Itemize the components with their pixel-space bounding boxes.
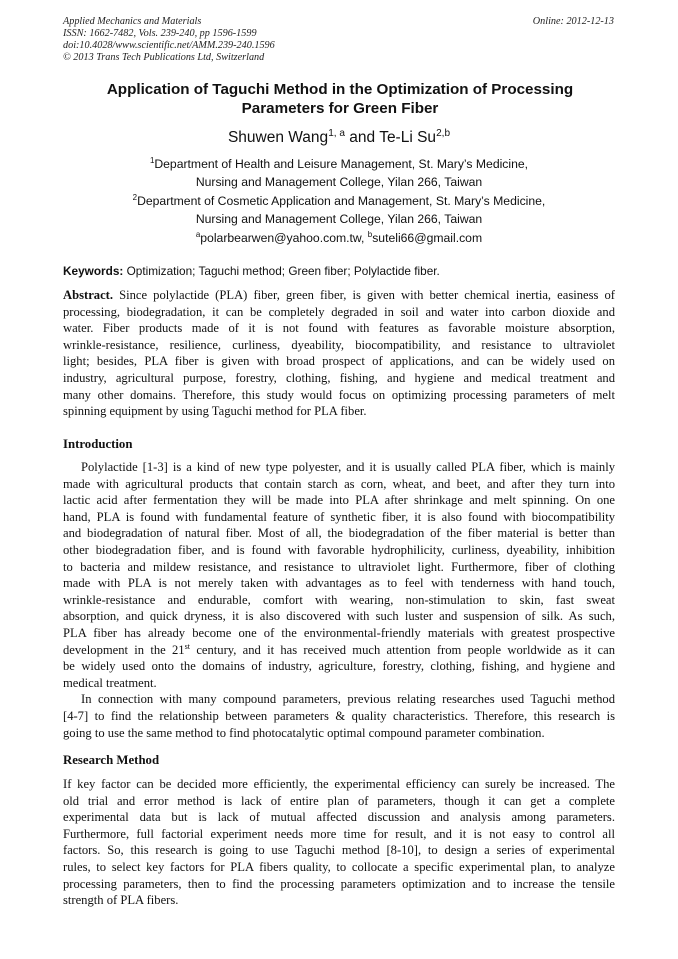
method-line: experimental data but is lack of mutual affected discussion and analysis among parameters.: [63, 810, 615, 825]
intro-line: [63, 642, 615, 659]
affiliation-2-line-1: Department of Cosmetic Application and Management, St. Mary’s Medicine,: [137, 194, 546, 208]
abstract-line: industry, agricultural purpose, forestry, clothing, fishing, and hygiene and medical treatment and: [63, 370, 615, 385]
email-a-sup: a: [195, 229, 201, 239]
abstract-line: water. Fiber products made of it is not found with features as favorable moisture absorption,: [63, 321, 615, 336]
abstract-line: light; besides, PLA fiber is given with broad prospect of applications, and can be widely used on: [63, 354, 615, 369]
author-line: [0, 129, 678, 147]
email-a[interactable]: polarbearwen@yahoo.com.tw,: [200, 231, 368, 245]
intro-line: lactic acid after fermentation they will be made into PLA after shrinkage and melt spinning. On one: [63, 493, 615, 508]
intro-line: PLA fiber has already become one of the environmental-friendly materials with greatest prospective: [63, 625, 615, 640]
abstract-line: processing, biodegradation, it can be completely degraded in soil and water into carbon dioxide and: [63, 304, 615, 319]
keywords-label: Keywords:: [63, 264, 124, 278]
affiliation-1: [0, 155, 678, 191]
doi-line[interactable]: doi:10.4028/www.scientific.net/AMM.239-240.1596: [63, 40, 275, 51]
author-2-sup: 2,b: [436, 127, 451, 139]
intro-line: be widely used onto the domains of industry, agriculture, forestry, clothing, fishing, and hygiene and: [63, 659, 615, 674]
introduction-heading: Introduction: [63, 437, 133, 451]
method-line: factors. So, this research is going to use Taguchi method [8-10], to design a series of experimental: [63, 843, 615, 858]
author-1-sup: 1, a: [328, 127, 345, 139]
affiliation-2: [0, 192, 678, 228]
ordinal-sup: st: [184, 641, 191, 651]
method-line: strength of PLA fibers.: [63, 893, 179, 908]
abstract-line: spinning equipment by using Taguchi method for PLA fiber.: [63, 404, 367, 419]
affiliation-1-line-2: Nursing and Management College, Yilan 266, Taiwan: [195, 175, 483, 189]
journal-header: [63, 16, 275, 64]
issn-line: ISSN: 1662-7482, Vols. 239-240, pp 1596-1599: [63, 28, 257, 39]
title-line-2: Parameters for Green Fiber: [241, 100, 439, 117]
intro-line: Polylactide [1-3] is a kind of new type polyester, and it is usually called PLA fiber, which is mainly: [81, 460, 615, 474]
author-2: Te-Li Su: [379, 129, 437, 146]
method-line: processing parameters, then to find the processing parameters optimization and to increase the tensile: [63, 876, 615, 891]
email-b[interactable]: suteli66@gmail.com: [372, 231, 483, 245]
affiliation-2-line-2: Nursing and Management College, Yilan 266, Taiwan: [195, 212, 483, 226]
affiliation-2-sup: 2: [132, 192, 138, 202]
method-line: Furthermore, full factorial experiment needs more time for result, and it is not easy to control all: [63, 826, 615, 841]
journal-name: Applied Mechanics and Materials: [63, 16, 202, 27]
method-line: old trial and error method is lack of entire plan of parameters, though it can get a complete: [63, 793, 615, 808]
abstract: [63, 287, 615, 420]
intro-line: wrinkle-resistance and endurable, comfort with wearing, non-stimulation to skin, fast sweat: [63, 592, 615, 607]
keywords-text: Optimization; Taguchi method; Green fiber; Polylactide fiber.: [123, 264, 440, 278]
affiliation-1-line-1: Department of Health and Leisure Management, St. Mary’s Medicine,: [154, 157, 529, 171]
intro-p2-line: [4-7] to find the relationship between parameters & quality characteristics. Therefore, this research is: [63, 708, 615, 723]
intro-line-12-post: century, and it has received much attention from people worldwide as it can: [190, 642, 615, 657]
intro-line: and biodegradation of natural fiber. Most of all, the biodegradation of the fiber material is better than: [63, 526, 615, 541]
intro-line: absorption, and quick dryness, it is also discovered with such luster and suspension of silk. As such,: [63, 609, 615, 624]
intro-line: medical treatment.: [63, 675, 157, 690]
email-line: [0, 229, 678, 247]
intro-line: made with PLA is not merely taken with advantages as to feel with tenderness with hand touch,: [63, 576, 615, 591]
abstract-line: wrinkle-resistance, resilience, curliness, dyeability, biocompatibility, and resistance to ultraviolet: [63, 337, 615, 352]
intro-line: hand, PLA is found with fundamental feature of synthetic fiber, it is also found with biocompatibility: [63, 509, 615, 524]
affiliation-1-sup: 1: [149, 155, 155, 165]
intro-p2-line: going to use the same method to find photocatalytic optimal compound parameter combination.: [63, 725, 545, 740]
title-line-1: Application of Taguchi Method in the Optimization of Processing: [106, 81, 574, 98]
copyright-line: © 2013 Trans Tech Publications Ltd, Switzerland: [63, 52, 265, 63]
abstract-label: Abstract.: [63, 288, 114, 302]
method-line: rules, to select key factors for PLA fibers quality, to collocate a specific experimental plan, to analyze: [63, 859, 615, 874]
intro-line: made with agricultural products that contain starch as corn, wheat, and beet, and after they turn into: [63, 476, 615, 491]
research-method-body: [63, 776, 615, 909]
keywords: [63, 264, 615, 278]
abstract-line: many other domains. Therefore, this study would focus on optimizing processing parameters of melt: [63, 387, 615, 402]
introduction-body: [63, 459, 615, 741]
method-line: If key factor can be decided more efficiently, the experimental efficiency can surely be increased. The: [63, 777, 615, 791]
intro-line-12-pre: development in the 21: [63, 642, 185, 657]
intro-p2-line: In connection with many compound parameters, previous relating researches used Taguchi method: [81, 692, 615, 707]
intro-line: other biodegradation fiber, and is found with favorable hydrophilicity, curliness, dyeability, inhibition: [63, 542, 615, 557]
email-b-sup: b: [367, 229, 373, 239]
author-1: Shuwen Wang: [227, 129, 329, 146]
online-date: Online: 2012-12-13: [532, 16, 614, 27]
intro-line: to bacteria and mildew resistance, and resistance to ultraviolet light. Furthermore, fiber of clothing: [63, 559, 615, 574]
abstract-line: Since polylactide (PLA) fiber, green fiber, is given with better chemical inertia, easiness of: [113, 288, 615, 302]
paper-title: [70, 80, 610, 118]
research-method-heading: Research Method: [63, 753, 160, 767]
author-conjunction: and: [344, 129, 380, 146]
